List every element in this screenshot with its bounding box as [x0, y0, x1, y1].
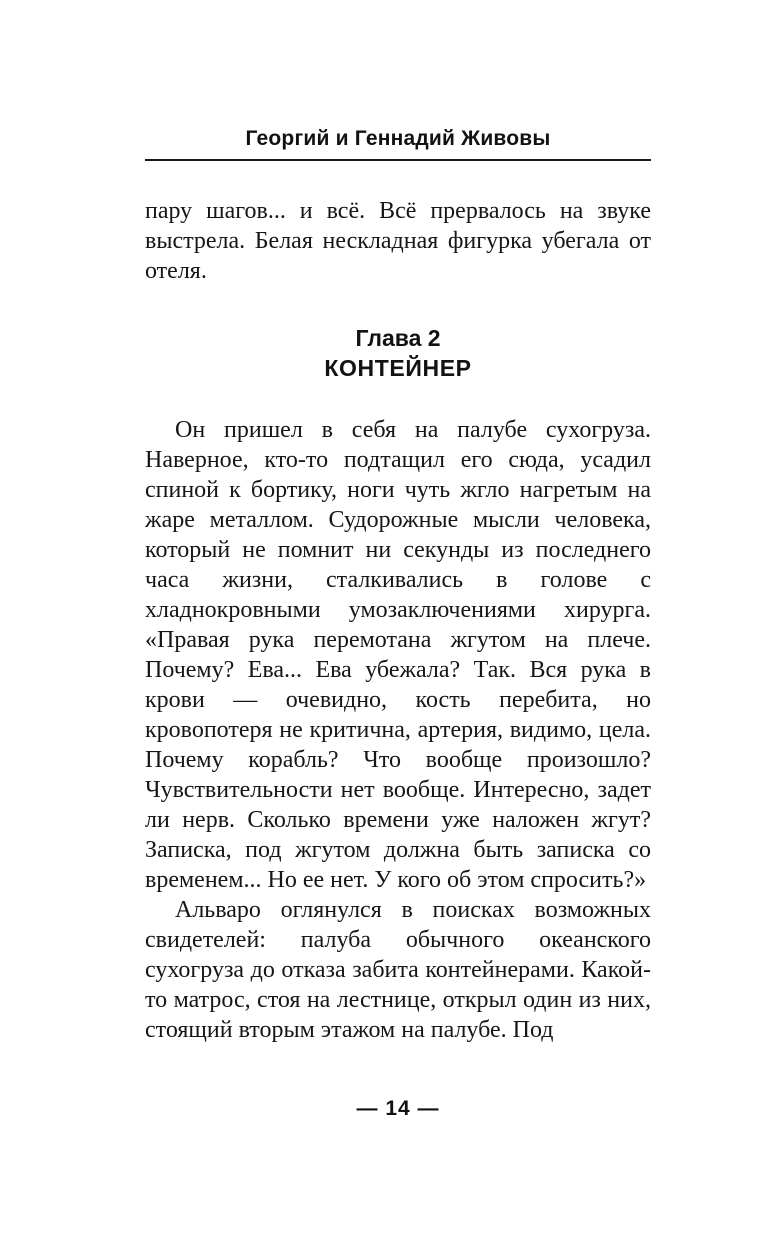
chapter-heading [145, 323, 651, 383]
paragraph: Альваро оглянулся в поисках возможных свидетелей: палуба обычного океанского сухогруза до отказа забита контейнерами. Какой-то матрос, стоя на лестнице, открыл один из них, стоящий вторым этажом на палубе. Под [145, 897, 651, 1043]
header-rule [145, 159, 651, 161]
body-text [145, 415, 651, 1045]
chapter-title: КОНТЕЙНЕР [324, 355, 472, 381]
page-number: — 14 — [356, 1097, 440, 1120]
running-header: Георгий и Геннадий Живовы [245, 127, 551, 150]
paragraph: Он пришел в себя на палубе сухогруза. Наверное, кто-то подтащил его сюда, усадил спиной к бортику, ноги чуть жгло нагретым на жаре металлом. Судорожные мысли человека, который не помнит ни секунды из последнего часа жизни, сталкивались в голове с хладнокровными умозаключениями хирурга. «Правая рука перемотана жгутом на плече. Почему? Ева... Ева убежала? Так. Вся рука в крови — очевидно, кость перебита, но кровопотеря не критична, артерия, видимо, цела. Почему корабль? Что вообще произошло? Чувствительности нет вообще. Интересно, задет ли нерв. Сколько времени уже наложен жгут? Записка, под жгутом должна быть записка со временем... Но ее нет. У кого об этом спросить?» [145, 417, 651, 893]
paragraph-continuation: пару шагов... и всё. Всё прервалось на звуке выстрела. Белая нескладная фигурка убегала от отеля. [145, 198, 651, 284]
chapter-label: Глава 2 [355, 325, 441, 351]
